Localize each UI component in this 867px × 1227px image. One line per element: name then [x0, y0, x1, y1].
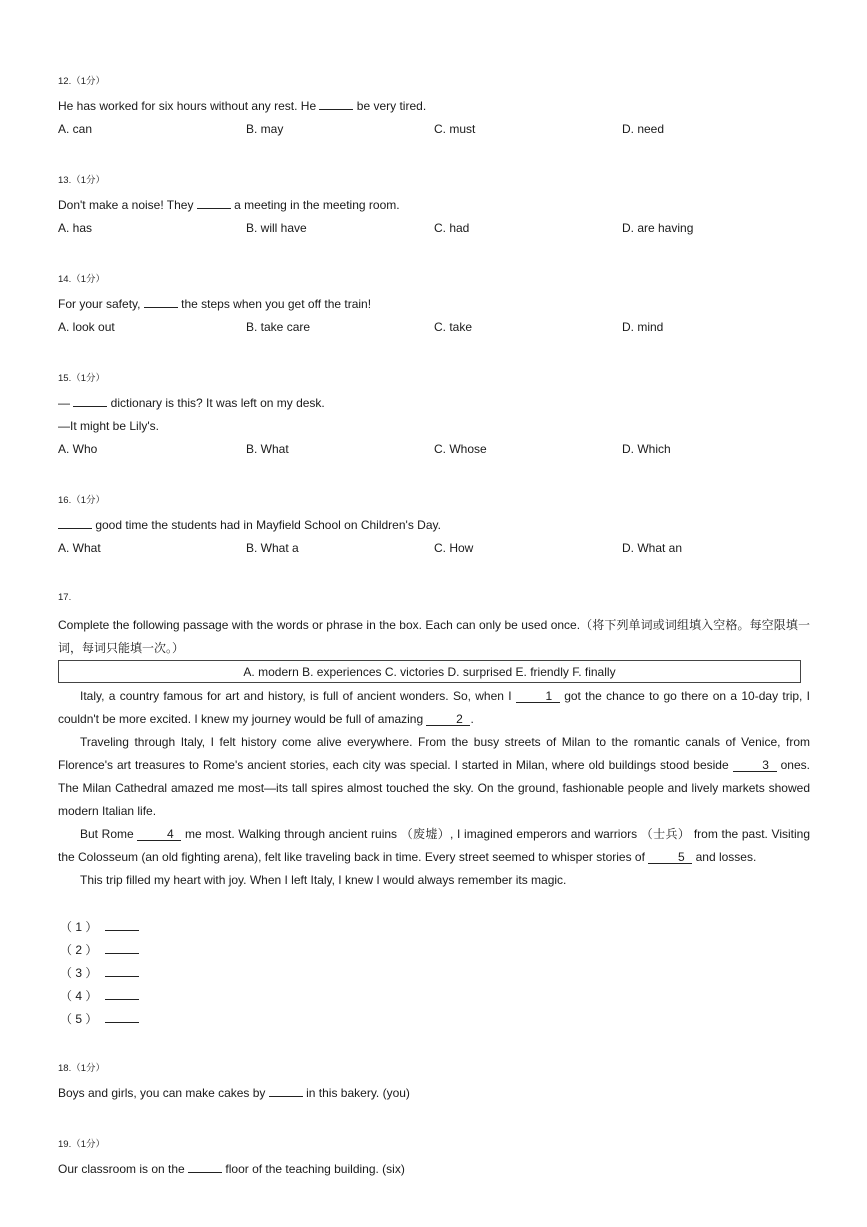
- question-stem: good time the students had in Mayfield School on Children's Day.: [58, 518, 441, 532]
- question-stem: Don't make a noise! They a meeting in the meeting room.: [58, 198, 400, 212]
- question-number: 16.（1分）: [58, 495, 105, 506]
- answer-line-3[interactable]: （ 3 ）: [60, 964, 139, 981]
- option-d[interactable]: D. need: [622, 122, 665, 136]
- option-c[interactable]: C. must: [434, 122, 476, 136]
- passage-blank-1[interactable]: 1: [516, 690, 560, 703]
- answer-blank[interactable]: [269, 1086, 303, 1097]
- passage-blank-5[interactable]: 5: [648, 851, 692, 864]
- answer-line-4[interactable]: （ 4 ）: [60, 987, 139, 1004]
- option-c[interactable]: C. had: [434, 221, 470, 235]
- option-b[interactable]: B. may: [246, 122, 284, 136]
- option-b[interactable]: B. take care: [246, 320, 311, 334]
- option-b[interactable]: B. What a: [246, 541, 299, 555]
- answer-line-1[interactable]: （ 1 ）: [60, 918, 139, 935]
- option-d[interactable]: D. What an: [622, 541, 683, 555]
- option-d[interactable]: D. Which: [622, 442, 671, 456]
- passage-paragraph: This trip filled my heart with joy. When I left Italy, I knew I would always remember its magic.: [80, 873, 567, 887]
- answer-blank: [58, 518, 92, 529]
- option-b[interactable]: B. What: [246, 442, 289, 456]
- question-stem: Boys and girls, you can make cakes by in this bakery. (you): [58, 1086, 410, 1100]
- answer-blank: [73, 396, 107, 407]
- word-bank-box: A. modern B. experiences C. victories D. surprised E. friendly F. finally: [58, 660, 801, 683]
- option-c[interactable]: C. Whose: [434, 442, 487, 456]
- option-c[interactable]: C. take: [434, 320, 473, 334]
- question-stem: — dictionary is this? It was left on my desk.: [58, 396, 325, 410]
- option-d[interactable]: D. are having: [622, 221, 694, 235]
- question-number: 17.: [58, 592, 72, 603]
- option-a[interactable]: A. has: [58, 221, 93, 235]
- option-a[interactable]: A. look out: [58, 320, 115, 334]
- question-instruction: Complete the following passage with the words or phrase in the box. Each can only be used once.（将下列单词或词组填入空格。每空限填一词，每词只能填一次。）: [58, 618, 810, 655]
- option-a[interactable]: A. Who: [58, 442, 98, 456]
- question-stem: He has worked for six hours without any rest. He be very tired.: [58, 99, 427, 113]
- answer-line-2[interactable]: （ 2 ）: [60, 941, 139, 958]
- answer-blank[interactable]: [188, 1162, 222, 1173]
- option-a[interactable]: A. What: [58, 541, 101, 555]
- question-number: 15.（1分）: [58, 373, 105, 384]
- answer-blank: [144, 297, 178, 308]
- passage-paragraph: But Rome 4 me most. Walking through ancient ruins （废墟）, I imagined emperors and warriors （士兵） from the past. Visiting the Colosseum (an old fighting arena), felt like traveling back in time. Every street seemed to whisper stories of 5 and losses.: [58, 827, 810, 864]
- answer-blank: [319, 99, 353, 110]
- question-stem: Our classroom is on the floor of the teaching building. (six): [58, 1162, 405, 1176]
- reading-passage: [58, 685, 810, 892]
- question-stem: For your safety, the steps when you get off the train!: [58, 297, 372, 311]
- question-number: 12.（1分）: [58, 76, 105, 87]
- question-number: 18.（1分）: [58, 1063, 105, 1074]
- option-b[interactable]: B. will have: [246, 221, 307, 235]
- passage-blank-3[interactable]: 3: [733, 759, 777, 772]
- question-stem-line2: —It might be Lily's.: [58, 419, 159, 433]
- passage-blank-4[interactable]: 4: [137, 828, 181, 841]
- question-number: 14.（1分）: [58, 274, 105, 285]
- question-number: 19.（1分）: [58, 1139, 105, 1150]
- passage-blank-2[interactable]: 2: [426, 713, 470, 726]
- passage-paragraph: Italy, a country famous for art and history, is full of ancient wonders. So, when I 1 got the chance to go there on a 10-day trip, I couldn't be more excited. I knew my journey would be full of amazing 2 .: [58, 689, 811, 726]
- answer-line-5[interactable]: （ 5 ）: [60, 1010, 139, 1027]
- option-d[interactable]: D. mind: [622, 320, 664, 334]
- passage-paragraph: Traveling through Italy, I felt history come alive everywhere. From the busy streets of Milan to the romantic canals of Venice, from Florence's art treasures to Rome's ancient stories, each city was special. I started in Milan, where old buildings stood beside 3 ones. The Milan Cathedral amazed me most—its tall spires almost touched the sky. On the ground, fashionable people and lively markets showed modern Italian life.: [58, 735, 810, 818]
- question-number: 13.（1分）: [58, 175, 105, 186]
- option-a[interactable]: A. can: [58, 122, 93, 136]
- answer-blank: [197, 198, 231, 209]
- option-c[interactable]: C. How: [434, 541, 474, 555]
